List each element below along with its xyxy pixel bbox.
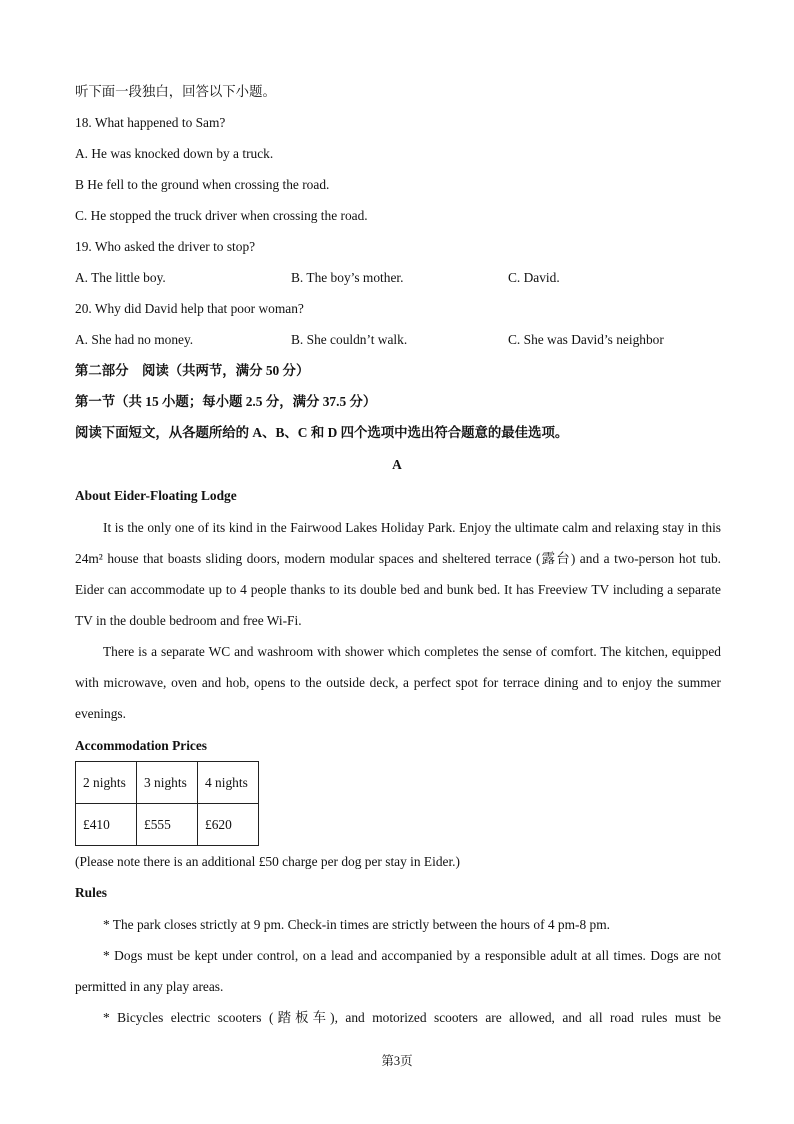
prices-table [75,761,259,846]
question-19-option-b: B. The boy’s mother. [291,270,404,285]
table-header-cell: 4 nights [198,762,259,804]
prices-heading: Accommodation Prices [75,738,208,753]
table-row [76,804,259,846]
question-20-option-c: C. She was David’s neighbor [508,332,664,347]
paragraph-2: There is a separate WC and washroom with shower which completes the sense of comfort. The kitchen, equipped with microwave, oven and hob, opens to the outside deck, a perfect spot for terrace dining and to enjoy the summer evenings. [75,644,721,721]
question-20-stem: 20. Why did David help that poor woman? [75,301,304,316]
question-18-option-a: A. He was knocked down by a truck. [75,146,274,161]
rule-item: * Bicycles electric scooters (踏板车), and motorized scooters are allowed, and all road rules must be [103,1010,721,1025]
section1-heading: 第一节（共 15 小题；每小题 2.5 分，满分 37.5 分） [75,394,377,409]
paragraph-1: It is the only one of its kind in the Fairwood Lakes Holiday Park. Enjoy the ultimate calm and relaxing stay in this 24m² house that boasts sliding doors, modern modular spaces and sheltered terrace (露台) and a two-person hot tub. Eider can accommodate up to 4 people thanks to its double bed and bunk bed. It has Freeview TV including a separate TV in the double bedroom and free Wi-Fi. [75,520,721,628]
question-20-option-b: B. She couldn’t walk. [291,332,408,347]
question-19-option-c: C. David. [508,270,560,285]
passage-body [75,512,721,729]
prices-note: (Please note there is an additional £50 charge per dog per stay in Eider.) [75,854,460,869]
rule-item: * The park closes strictly at 9 pm. Check-in times are strictly between the hours of 4 pm-8 pm. [103,917,610,932]
table-cell: £555 [137,804,198,846]
reading-instruction: 阅读下面短文，从各题所给的 A、B、C 和 D 四个选项中选出符合题意的最佳选项。 [75,425,569,440]
listening-instruction: 听下面一段独白，回答以下小题。 [75,84,276,99]
question-18-option-b: B He fell to the ground when crossing the road. [75,177,330,192]
part2-heading: 第二部分 阅读（共两节，满分 50 分） [75,363,310,378]
rules-list [75,909,721,1033]
table-header-cell: 3 nights [137,762,198,804]
table-header-cell: 2 nights [76,762,137,804]
question-19-stem: 19. Who asked the driver to stop? [75,239,256,254]
question-18-option-c: C. He stopped the truck driver when crossing the road. [75,208,368,223]
passage-title: About Eider-Floating Lodge [75,488,237,503]
question-20-option-a: A. She had no money. [75,332,194,347]
table-row [76,762,259,804]
question-18-stem: 18. What happened to Sam? [75,115,226,130]
rules-heading: Rules [75,885,107,900]
rule-item: * Dogs must be kept under control, on a lead and accompanied by a responsible adult at all times. Dogs are not permitted in any play areas. [75,948,721,994]
page-number: 第3页 [381,1054,413,1068]
passage-label: A [392,457,402,472]
table-cell: £620 [198,804,259,846]
table-cell: £410 [76,804,137,846]
question-19-option-a: A. The little boy. [75,270,166,285]
